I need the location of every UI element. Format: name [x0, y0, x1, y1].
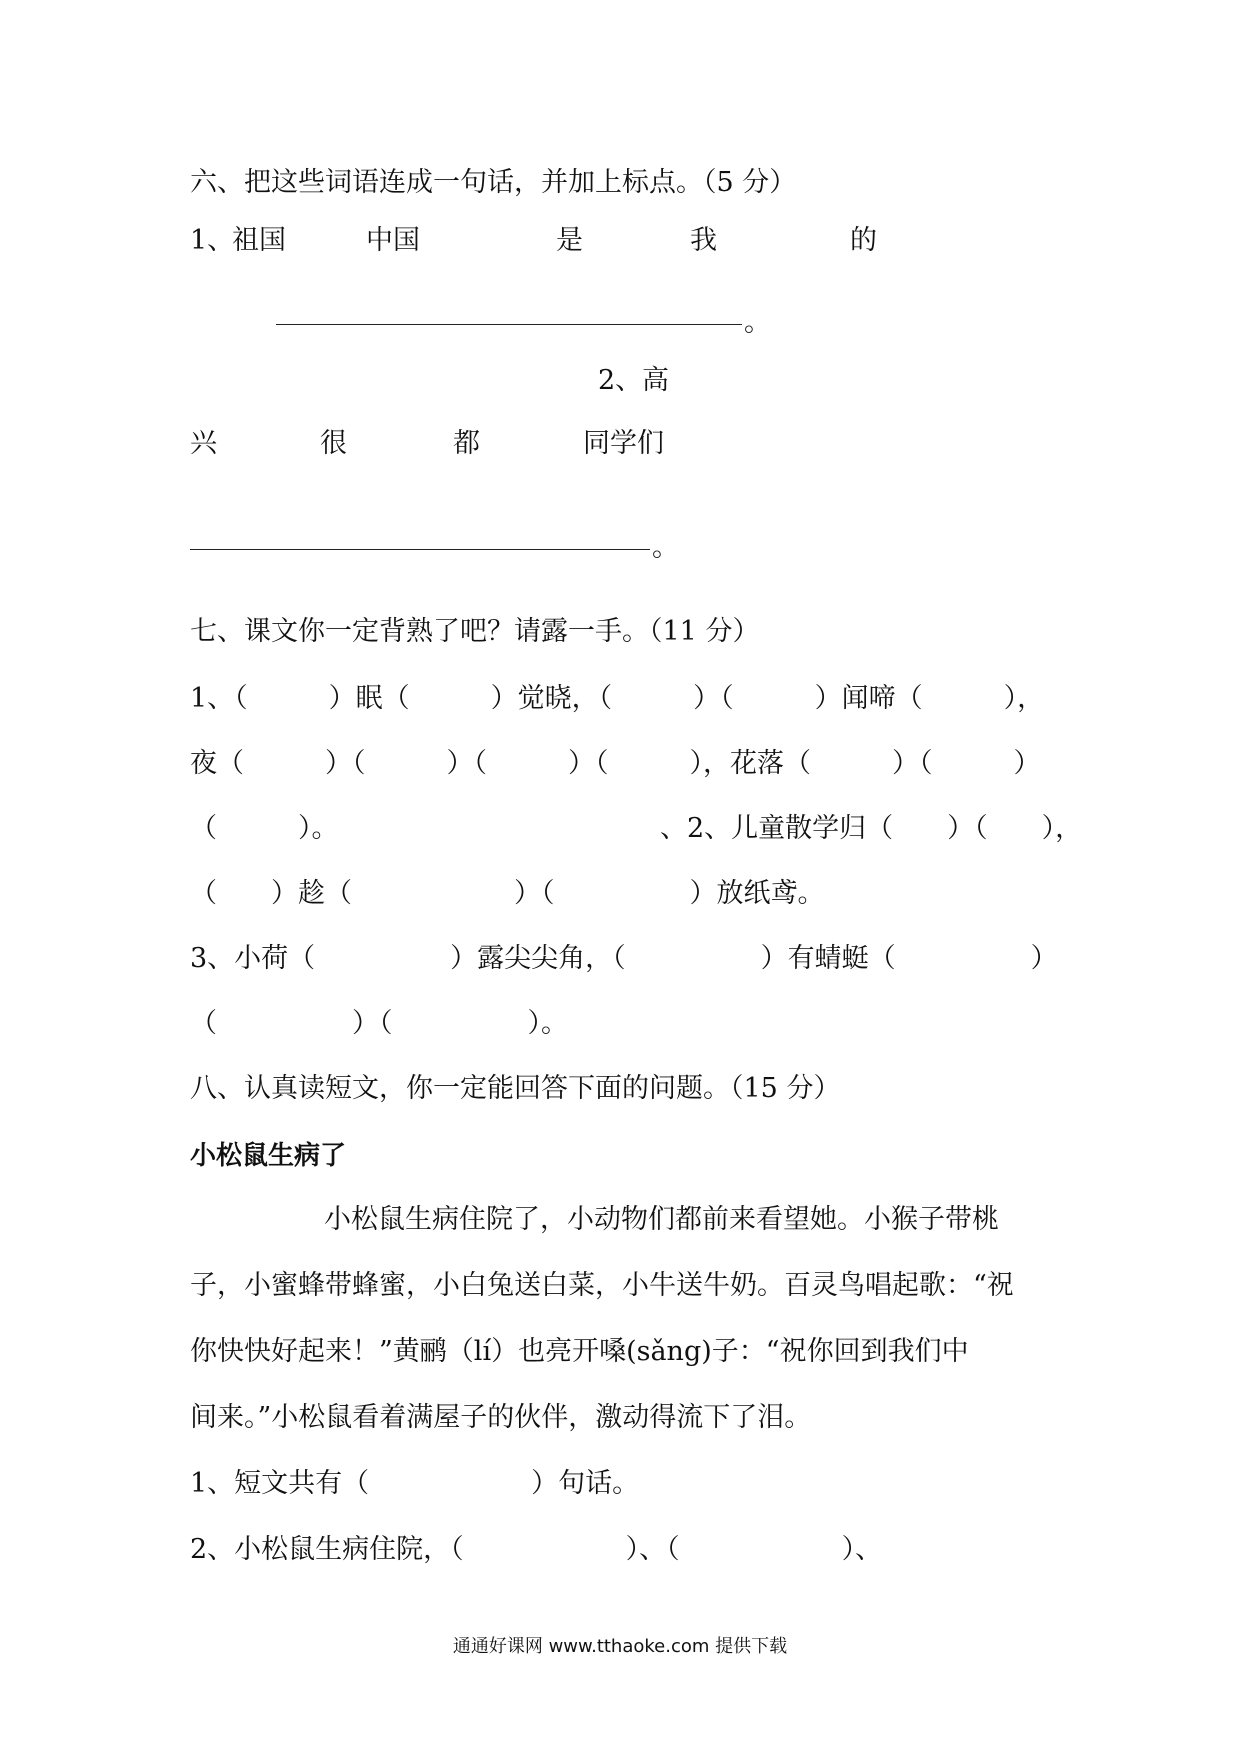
q1-word-4: 我: [690, 225, 717, 256]
q2-word-5: 同学们: [583, 428, 664, 459]
story-paragraph-line-2: 子，小蜜蜂带蜂蜜，小白兔送白菜，小牛送牛奶。百灵鸟唱起歌：“祝: [190, 1270, 1014, 1301]
q1-answer-line[interactable]: [276, 324, 742, 325]
reading-question-2: 2、小松鼠生病住院，（ ）、（ ）、: [190, 1534, 883, 1565]
section-6-title: 六、把这些词语连成一句话，并加上标点。（5 分）: [190, 167, 797, 198]
reading-question-1: 1、短文共有（ ）句话。: [190, 1468, 640, 1499]
story-paragraph-line-3: 你快快好起来！”黄鹂（lí）也亮开嗓(sǎng)子：“祝你回到我们中: [190, 1336, 969, 1367]
q2-word-2: 兴: [190, 428, 217, 459]
section-7-title: 七、课文你一定背熟了吧？请露一手。（11 分）: [190, 616, 760, 647]
section-8-title: 八、认真读短文，你一定能回答下面的问题。（15 分）: [190, 1073, 841, 1104]
q2-answer-line[interactable]: [190, 549, 650, 550]
poem1-line-1: 1、（ ）眠（ ）觉晓，（ ）（ ）闻啼（ ），: [190, 683, 1045, 714]
q1-word-2: 中国: [366, 225, 420, 256]
q1-end-mark: 。: [744, 307, 771, 338]
poem1-line-3: （ ）。: [190, 813, 339, 844]
q2-word-1: 高: [642, 365, 669, 396]
q2-word-4: 都: [453, 428, 480, 459]
q1-word-1: 祖国: [232, 225, 286, 256]
q1-word-3: 是: [556, 225, 583, 256]
poem3-line-2: （ ）（ ）。: [190, 1008, 568, 1039]
poem1-line-2: 夜（ ）（ ）（ ）（ ），花落（ ）（ ）: [190, 748, 1041, 779]
q2-word-3: 很: [320, 428, 347, 459]
q1-word-5: 的: [850, 225, 877, 256]
poem2-line-1: 、2、儿童散学归（ ）（ ），: [660, 813, 1083, 844]
q2-end-mark: 。: [652, 532, 679, 563]
poem3-line-1: 3、小荷（ ）露尖尖角，（ ）有蜻蜓（ ）: [190, 943, 1058, 974]
q1-number: 1、: [190, 225, 235, 256]
story-paragraph-line-1: 小松鼠生病住院了，小动物们都前来看望她。小猴子带桃: [324, 1204, 999, 1235]
footer-source: 通通好课网 www.tthaoke.com 提供下载: [452, 1636, 788, 1657]
poem2-line-2: （ ）趁（ ）（ ）放纸鸢。: [190, 878, 825, 909]
story-title: 小松鼠生病了: [190, 1141, 347, 1171]
story-paragraph-line-4: 间来。”小松鼠看着满屋子的伙伴，激动得流下了泪。: [190, 1402, 812, 1433]
q2-number: 2、: [598, 365, 643, 396]
